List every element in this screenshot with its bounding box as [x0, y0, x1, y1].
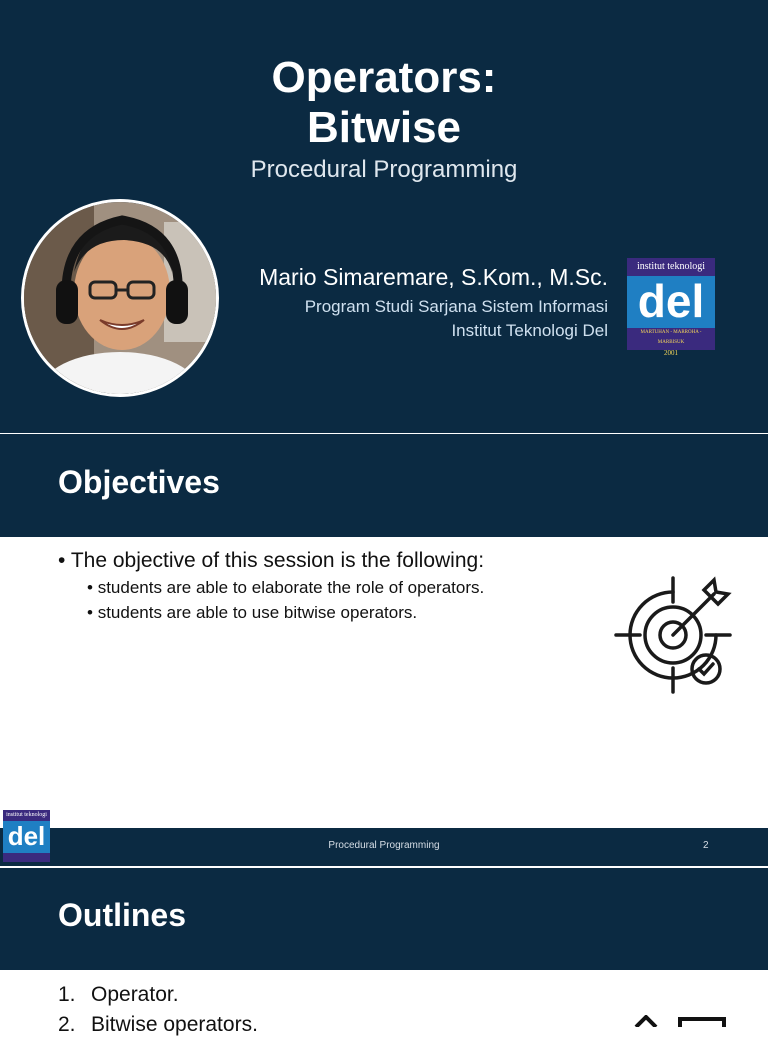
slide-title-line2: Bitwise	[306, 103, 462, 152]
footer-logo: institut teknologi del	[3, 810, 50, 862]
logo-top-text: institut teknologi	[627, 258, 715, 276]
author-photo	[21, 199, 219, 397]
page-number: 2	[703, 840, 709, 851]
title-slide	[0, 0, 768, 433]
objective-sub-bullet: • students are able to use bitwise operators.	[87, 603, 418, 622]
author-name: Mario Simaremare, S.Kom., M.Sc.	[259, 264, 608, 290]
objective-main-bullet: • The objective of this session is the following:	[58, 549, 485, 572]
logo-motto: MARTUHAN - MARROHA - MARBISUK	[640, 330, 702, 345]
outline-item: 2. Bitwise operators.	[58, 1013, 258, 1036]
outline-icon	[630, 1014, 730, 1032]
objective-sub-bullet: • students are able to elaborate the role of operators.	[87, 578, 485, 597]
outlines-title: Outlines	[58, 897, 187, 933]
objectives-title: Objectives	[58, 464, 220, 500]
logo-year: 2001	[664, 349, 678, 357]
slide-title-line1: Operators:	[271, 53, 497, 102]
target-check-icon	[612, 574, 734, 701]
affiliation-program: Program Studi Sarjana Sistem Informasi	[304, 297, 608, 316]
footer-title: Procedural Programming	[328, 840, 440, 851]
logo-main-text: del	[627, 276, 715, 328]
slide-subtitle: Procedural Programming	[250, 156, 518, 183]
affiliation-institute: Institut Teknologi Del	[451, 321, 608, 340]
institute-logo	[627, 258, 715, 357]
outline-item: 1. Operator.	[58, 983, 179, 1006]
